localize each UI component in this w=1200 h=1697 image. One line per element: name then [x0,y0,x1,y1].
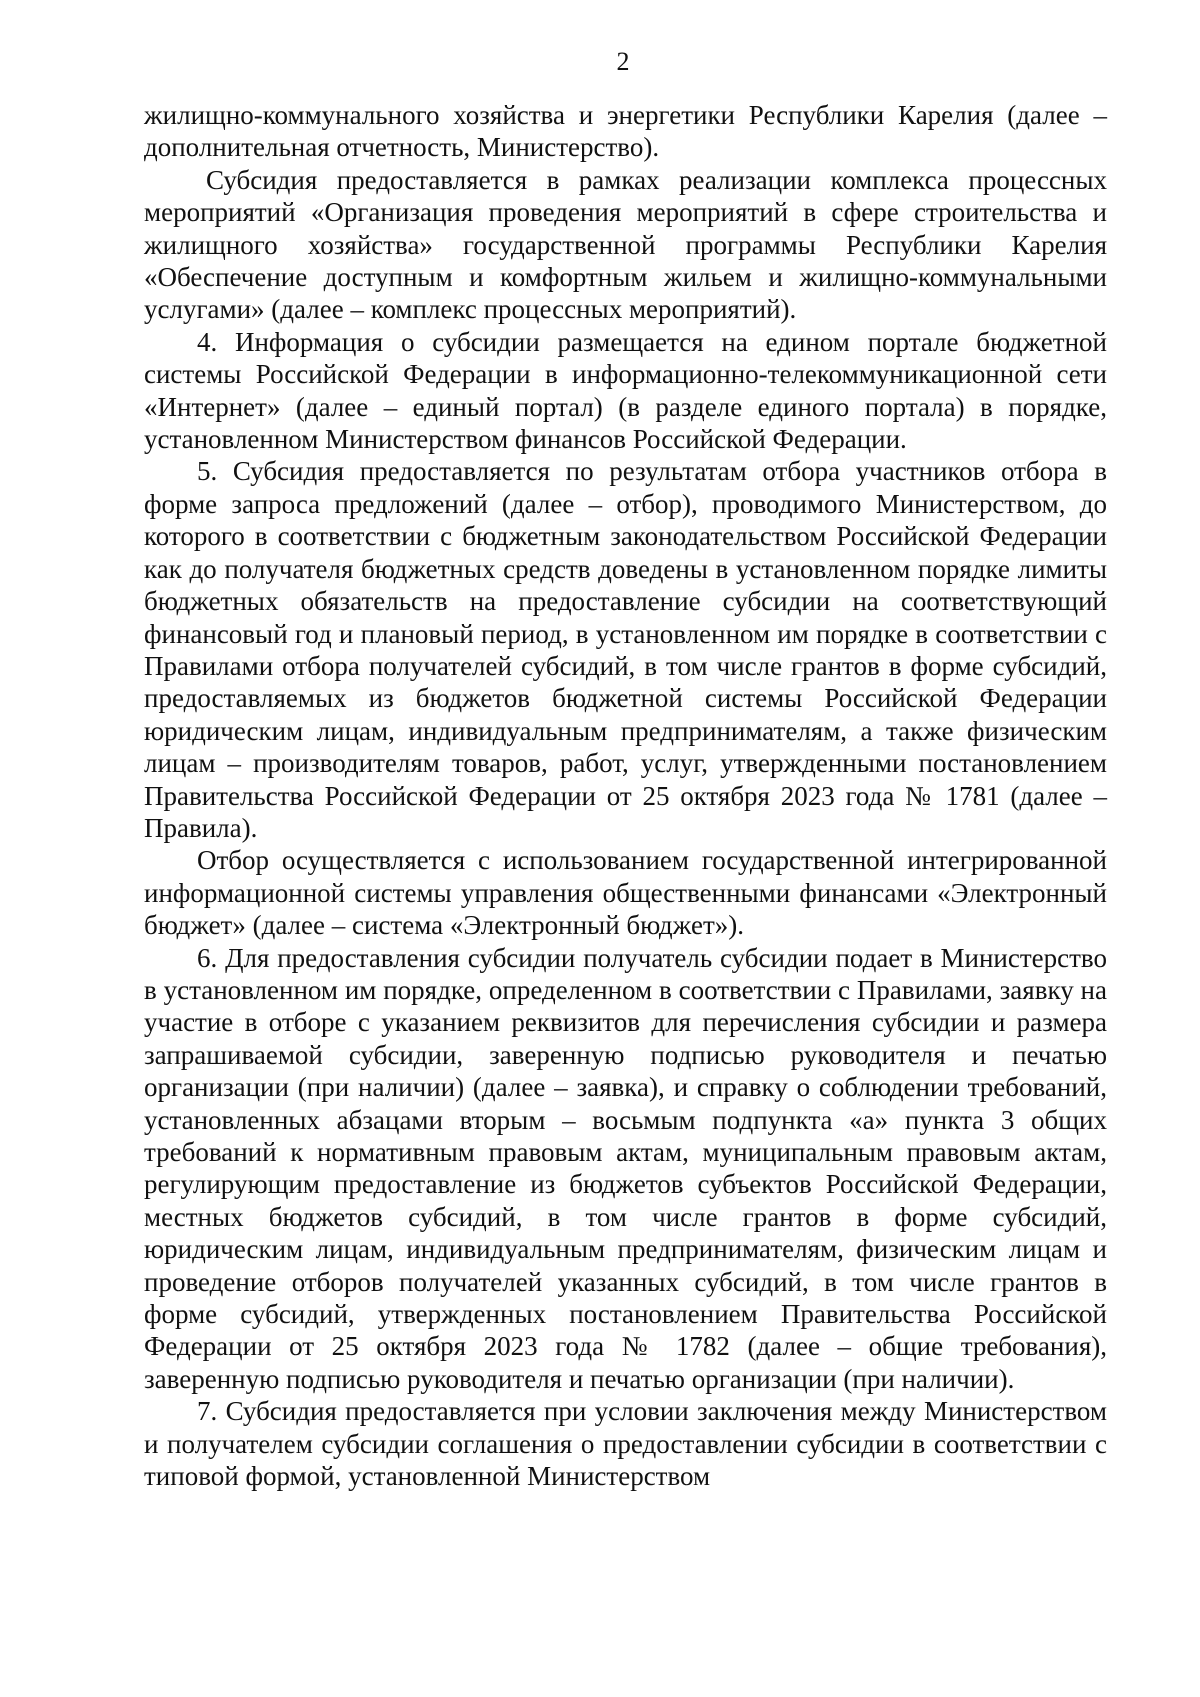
paragraph-6: 6. Для предоставления субсидии получатель субсидии подает в Министерство в установленном им порядке, определенном в соответствии с Правилами, заявку на участие в отборе с указанием реквизитов для перечисления субсидии и размера запрашиваемой субсидии, заверенную подписью руководителя и печатью организации (при наличии) (далее – заявка), и справку о соблюдении требований, установленных абзацами вторым – восьмым подпункта «а» пункта 3 общих требований к нормативным правовым актам, муниципальным правовым актам, регулирующим предоставление из бюджетов субъектов Российской Федерации, местных бюджетов субсидий, в том числе грантов в форме субсидий, юридическим лицам, индивидуальным предпринимателям, физическим лицам и проведение отборов получателей указанных субсидий, в том числе грантов в форме субсидий, утвержденных постановлением Правительства Российской Федерации от 25 октября 2023 года № 1782 (далее – общие требования), заверенную подписью руководителя и печатью организации (при наличии). [144,942,1107,1394]
document-body [144,99,1107,1492]
paragraph-selection: Отбор осуществляется с использованием государственной интегрированной информационной системы управления общественными финансами «Электронный бюджет» (далее – система «Электронный бюджет»). [144,845,1107,941]
paragraph-4: 4. Информация о субсидии размещается на едином портале бюджетной системы Российской Федерации в информационно-телекоммуникационной сети «Интернет» (далее – единый портал) (в разделе единого портала) в порядке, установленном Министерством финансов Российской Федерации. [144,326,1107,455]
paragraph-5: 5. Субсидия предоставляется по результатам отбора участников отбора в форме запроса предложений (далее – отбор), проводимого Министерством, до которого в соответствии с бюджетным законодательством Российской Федерации как до получателя бюджетных средств доведены в установленном порядке лимиты бюджетных обязательств на предоставление субсидии на соответствующий финансовый год и плановый период, в установленном им порядке в соответствии с Правилами отбора получателей субсидий, в том числе грантов в форме субсидий, предоставляемых из бюджетов бюджетной системы Российской Федерации юридическим лицам, индивидуальным предпринимателям, а также физическим лицам – производителям товаров, работ, услуг, утвержденными постановлением Правительства Российской Федерации от 25 октября 2023 года № 1781 (далее – Правила). [144,456,1107,843]
page-number: 2 [616,47,630,76]
paragraph-continuation: жилищно-коммунального хозяйства и энергетики Республики Карелия (далее – дополнительная отчетность, Министерство). [144,100,1107,163]
paragraph-7: 7. Субсидия предоставляется при условии заключения между Министерством и получателем субсидии соглашения о предоставлении субсидии в соответствии с типовой формой, установленной Министерством [144,1396,1107,1492]
paragraph-subsidy-program: Субсидия предоставляется в рамках реализации комплекса процессных мероприятий «Организация проведения мероприятий в сфере строительства и жилищного хозяйства» государственной программы Республики Карелия «Обеспечение доступным и комфортным жильем и жилищно-коммунальными услугами» (далее – комплекс процессных мероприятий). [144,164,1107,325]
